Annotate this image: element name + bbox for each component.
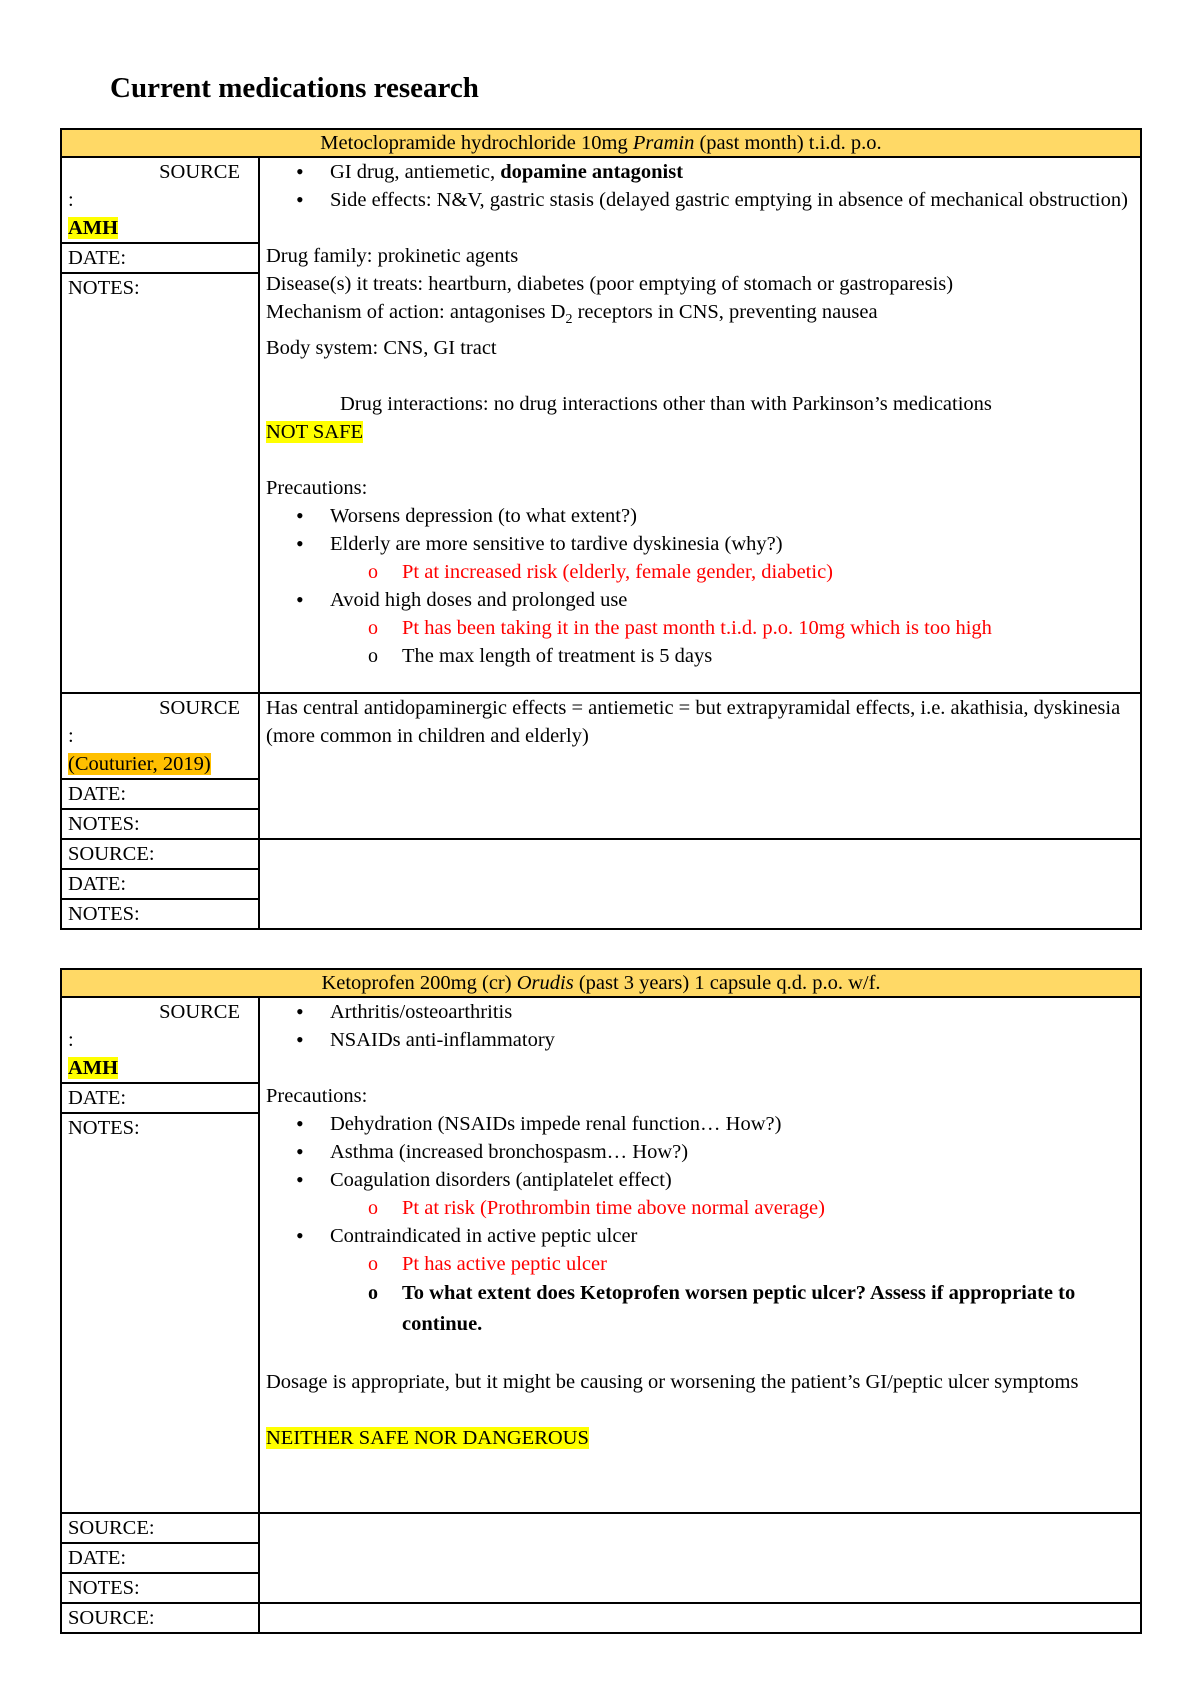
- notes-label: NOTES:: [61, 1113, 259, 1513]
- source-label: SOURCE:: [61, 1603, 259, 1633]
- sub-list-item: o Pt at increased risk (elderly, female gender, diabetic): [402, 558, 1134, 586]
- header-prefix: Ketoprofen 200mg (cr): [321, 972, 517, 994]
- list-item: • Coagulation disorders (antiplatelet effect) o Pt at risk (Prothrombin time above normal average): [330, 1166, 1134, 1222]
- sub-list-item: o Pt has been taking it in the past month t.i.d. p.o. 10mg which is too high: [402, 614, 1134, 642]
- sub-list-item: o The max length of treatment is 5 days: [402, 642, 1134, 670]
- list-item: • Contraindicated in active peptic ulcer o Pt has active peptic ulcer o To what extent does Ketoprofen worsen peptic ulcer? Assess if appropriate to continue.: [330, 1222, 1134, 1340]
- list-item: • NSAIDs anti-inflammatory: [330, 1026, 1134, 1054]
- notes-content: [259, 693, 1141, 839]
- safety-verdict: NEITHER SAFE NOR DANGEROUS: [266, 1427, 589, 1449]
- disease-treats: Disease(s) it treats: heartburn, diabetes (poor emptying of stomach or gastroparesis): [266, 273, 954, 295]
- list-item: • GI drug, antiemetic, dopamine antagonist: [330, 158, 1134, 186]
- precautions-label: Precautions:: [266, 477, 368, 500]
- sub-list-item: o To what extent does Ketoprofen worsen peptic ulcer? Assess if appropriate to continue.: [402, 1278, 1134, 1340]
- date-label: DATE:: [61, 243, 259, 273]
- source-label: SOURCE:: [61, 839, 259, 869]
- list-item: • Asthma (increased bronchospasm… How?): [330, 1138, 1134, 1166]
- source-label: SOURCE: [159, 697, 240, 719]
- source-label: SOURCE: [159, 161, 240, 183]
- source-cell: [61, 997, 259, 1083]
- precautions-label: Precautions:: [266, 1085, 368, 1107]
- notes-label: NOTES:: [61, 273, 259, 693]
- source-colon: :: [68, 1029, 74, 1051]
- source-colon: :: [68, 189, 74, 211]
- list-item: • Dehydration (NSAIDs impede renal function… How?): [330, 1110, 1134, 1138]
- medication-header: [61, 969, 1141, 997]
- list-item: • Side effects: N&V, gastric stasis (delayed gastric emptying in absence of mechanical obstruction): [330, 186, 1134, 214]
- source-value: AMH: [68, 217, 119, 239]
- notes-content: [259, 997, 1141, 1513]
- page-title: Current medications research: [110, 72, 479, 104]
- medication-header: [61, 129, 1141, 157]
- list-item: • Elderly are more sensitive to tardive dyskinesia (why?) o Pt at increased risk (elderly, female gender, diabetic): [330, 530, 1134, 586]
- sub-list-item: o Pt has active peptic ulcer: [402, 1250, 1134, 1278]
- notes-content: [259, 1603, 1141, 1633]
- source-label: SOURCE: [159, 1001, 240, 1023]
- notes-label: NOTES:: [61, 809, 259, 839]
- date-label: DATE:: [61, 869, 259, 899]
- notes-label: NOTES:: [61, 899, 259, 929]
- source-notes: Has central antidopaminergic effects = antiemetic = but extrapyramidal effects, i.e. akathisia, dyskinesia (more common in children and elderly): [266, 697, 1121, 747]
- sub-list-item: o Pt at risk (Prothrombin time above normal average): [402, 1194, 1134, 1222]
- source-value: AMH: [68, 1057, 119, 1079]
- precautions-list: [266, 502, 1134, 670]
- brand-name: Pramin: [632, 132, 695, 154]
- drug-interactions: Drug interactions: no drug interactions other than with Parkinson’s medications: [340, 393, 992, 416]
- drug-family: Drug family: prokinetic agents: [266, 245, 519, 267]
- header-suffix: (past month) t.i.d. p.o.: [694, 132, 882, 154]
- notes-label: NOTES:: [61, 1573, 259, 1603]
- header-prefix: Metoclopramide hydrochloride 10mg: [320, 132, 633, 154]
- precautions-list: [266, 1110, 1134, 1340]
- dosage-note: Dosage is appropriate, but it might be causing or worsening the patient’s GI/peptic ulcer symptoms: [266, 1371, 1079, 1393]
- list-item: • Arthritis/osteoarthritis: [330, 998, 1134, 1026]
- source-label: SOURCE:: [61, 1513, 259, 1543]
- date-label: DATE:: [61, 779, 259, 809]
- date-label: DATE:: [61, 1543, 259, 1573]
- body-system: Body system: CNS, GI tract: [266, 337, 497, 360]
- bullet-list: [266, 158, 1134, 214]
- header-suffix: (past 3 years) 1 capsule q.d. p.o. w/f.: [573, 972, 881, 994]
- date-label: DATE:: [61, 1083, 259, 1113]
- list-item: • Avoid high doses and prolonged use o Pt has been taking it in the past month t.i.d. p.o. 10mg which is too high o The max length of treatment is 5 days: [330, 586, 1134, 670]
- source-cell: [61, 693, 259, 779]
- notes-content: [259, 1513, 1141, 1603]
- medication-table-metoclopramide: [60, 128, 1142, 930]
- source-value: (Couturier, 2019): [68, 753, 211, 775]
- notes-content: [259, 839, 1141, 929]
- medication-table-ketoprofen: [60, 968, 1142, 1634]
- brand-name: Orudis: [516, 972, 574, 994]
- source-cell: [61, 157, 259, 243]
- notes-content: [259, 157, 1141, 693]
- safety-verdict: NOT SAFE: [266, 421, 364, 444]
- bullet-list: [266, 998, 1134, 1054]
- mechanism-of-action: Mechanism of action: antagonises $D_2$ receptors in CNS, preventing nausea: [266, 301, 878, 328]
- list-item: • Worsens depression (to what extent?): [330, 502, 1134, 530]
- source-colon: :: [68, 725, 74, 747]
